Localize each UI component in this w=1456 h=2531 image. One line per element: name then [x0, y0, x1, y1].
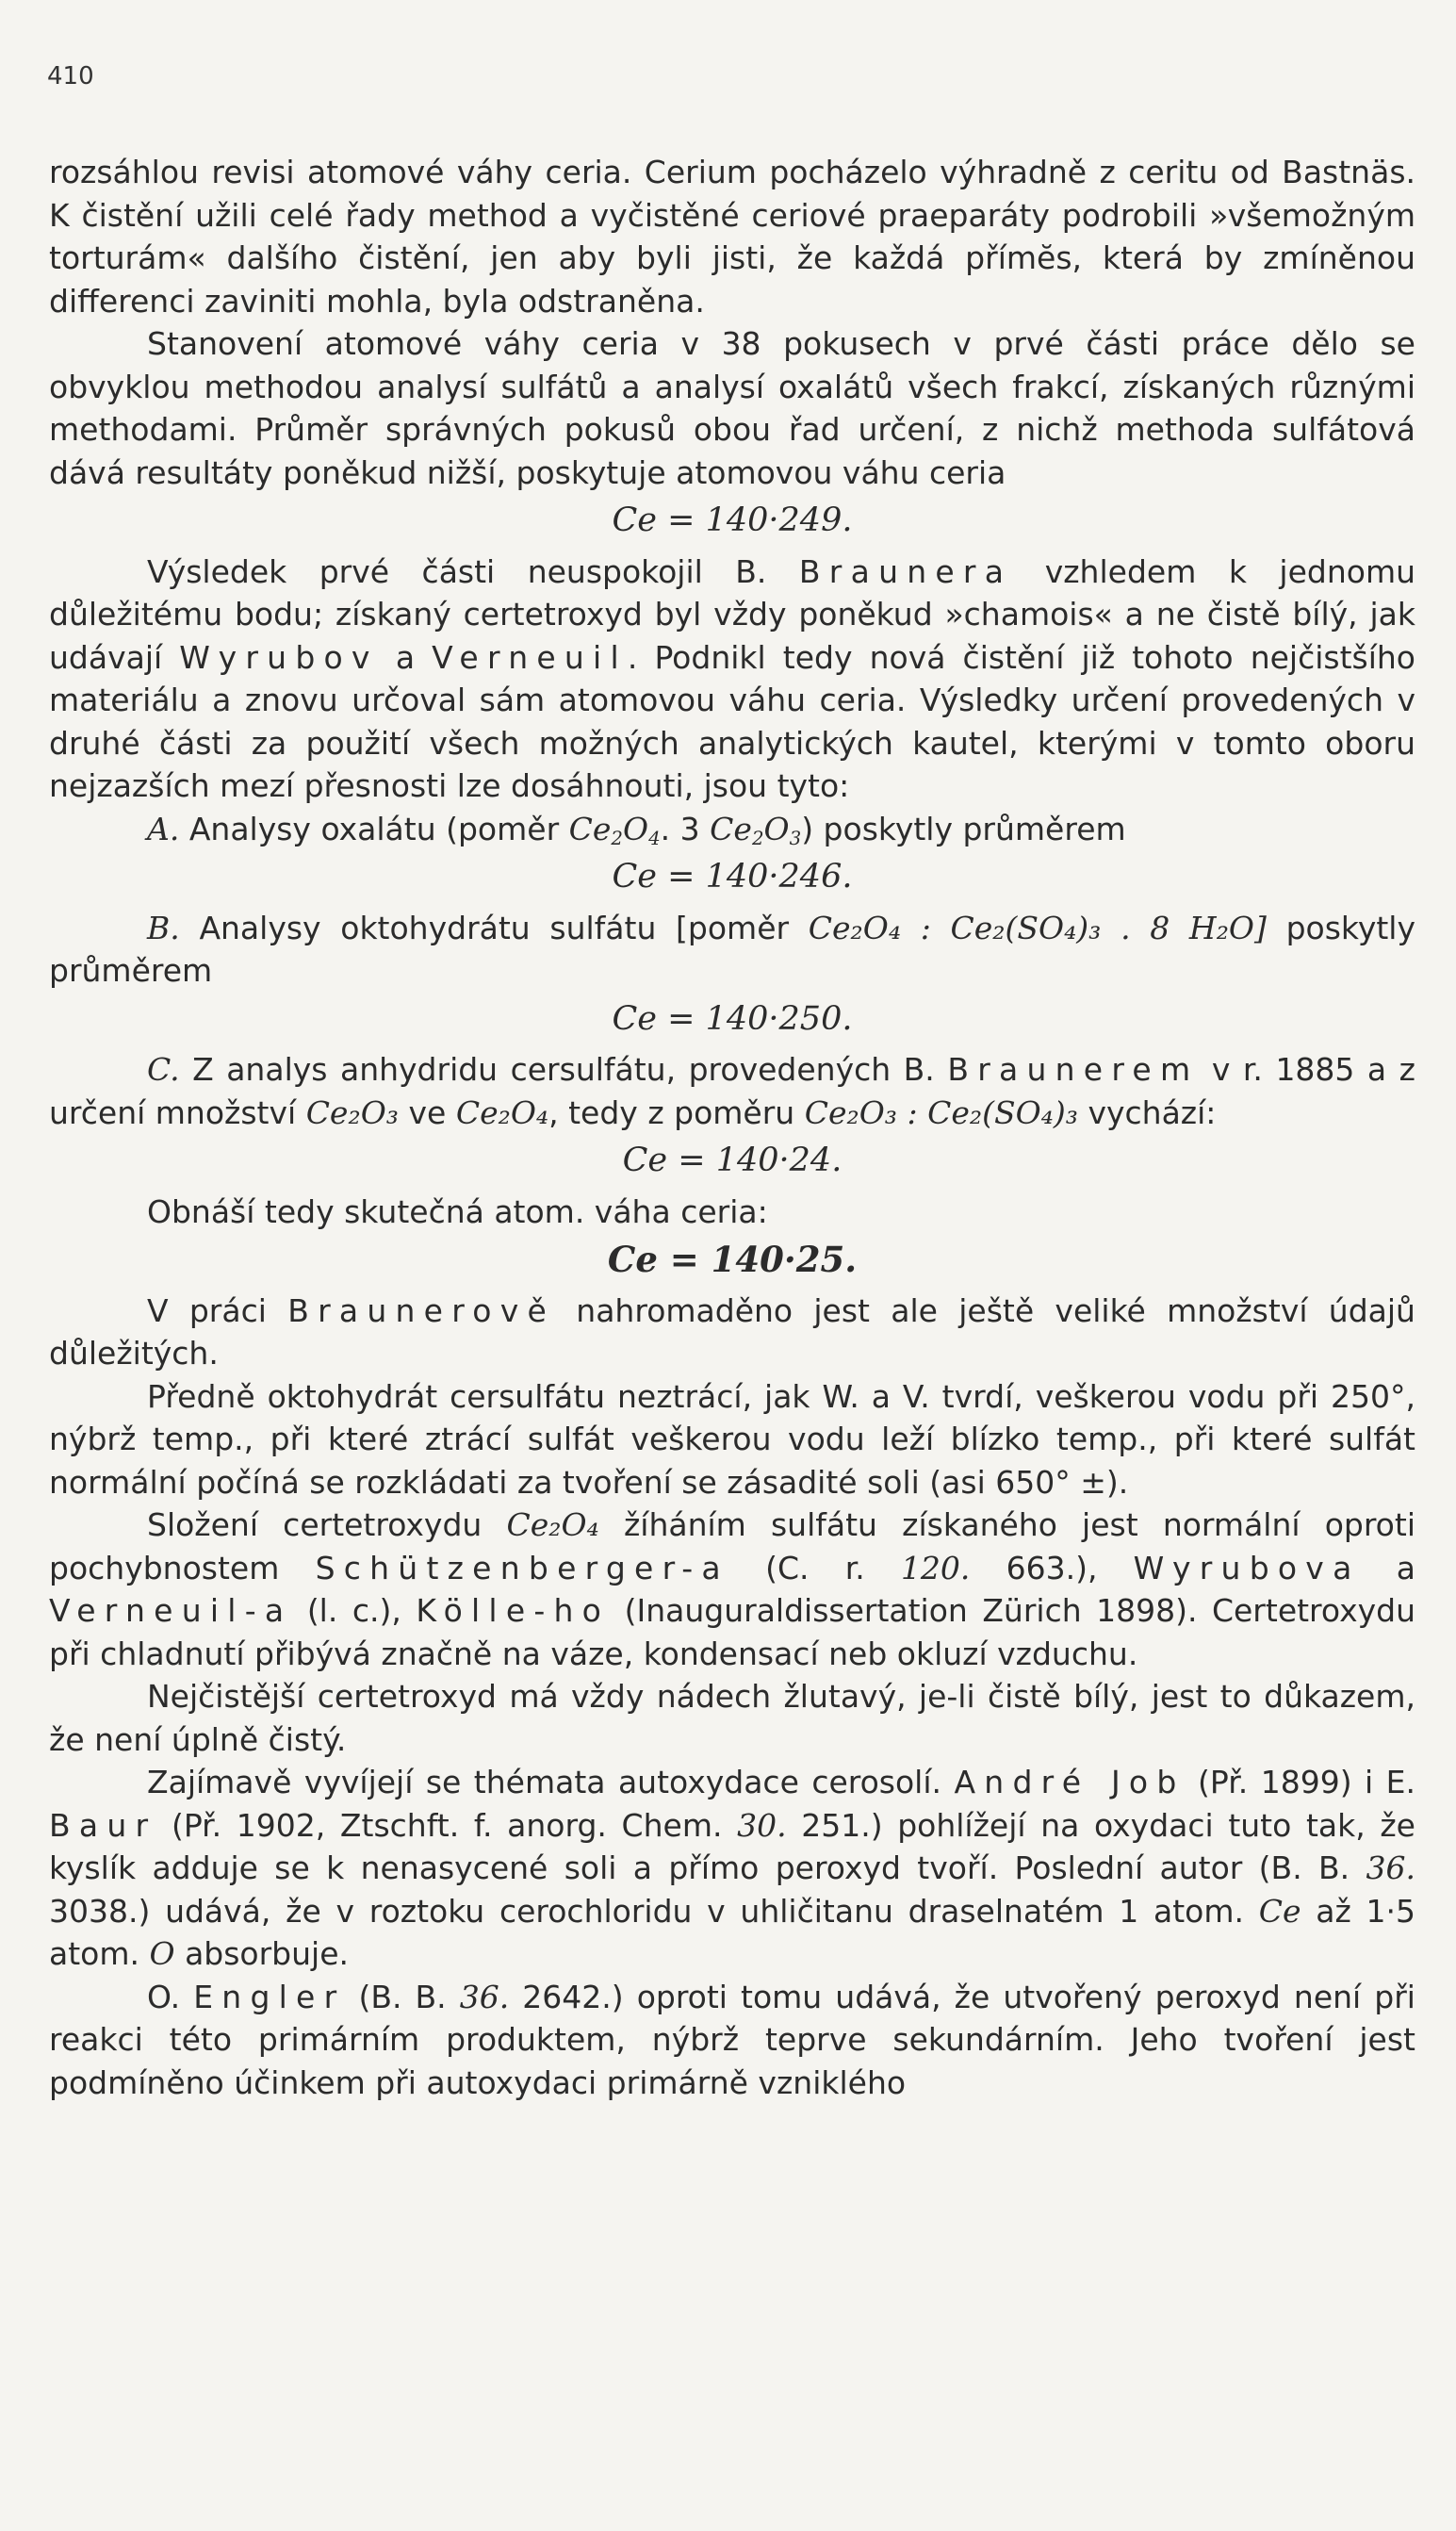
author-name: Verneuil [432, 638, 628, 676]
paragraph-7: Složení certetroxydu Ce₂O₄ žíháním sulfátu získaného jest normální oproti pochybnostem Schützenberger-a (C. r. 120. 663.), Wyrubova a Verneuil-a (l. c.), Kölle-ho (Inauguraldissertation Zürich 1898). Certetroxydu při chladnutí přibývá značně na váze, kondensací neb okluzí vzduchu. [49, 1506, 1415, 1672]
author-name: Wyrubova [1133, 1549, 1361, 1586]
formula: Ce₂O₃ : Ce₂(SO₄)₃ [804, 1093, 1078, 1131]
formula: O [149, 1935, 175, 1972]
formula: $Ce_2O_4$ [568, 810, 661, 849]
paragraph-4: Obnáší tedy skutečná atom. váha ceria: [147, 1192, 768, 1230]
volume-number: 30. [737, 1806, 787, 1844]
equation-4: Ce = 140·24. [622, 1142, 843, 1179]
author-name: Baur [49, 1806, 157, 1844]
volume-number: 120. [900, 1549, 971, 1586]
item-label: A. [147, 810, 180, 847]
author-name: Kölle-ho [416, 1592, 611, 1629]
equation-5: Ce = 140·25. [607, 1239, 858, 1280]
paragraph-5: V práci Braunerově nahromaděno jest ale ještě veliké množství údajů důležitých. [49, 1291, 1415, 1372]
item-c: C. Z analys anhydridu cersulfátu, provedených B. Braunerem v r. 1885 a z určení množství Ce₂O₃ ve Ce₂O₄, tedy z poměru Ce₂O₃ : Ce₂(SO₄)₃ vychází: [49, 1051, 1415, 1131]
paragraph-6: Předně oktohydrát cersulfátu neztrácí, jak W. a V. tvrdí, veškerou vodu při 250°, nýbrž temp., při které ztrácí sulfát veškerou vodu leží blízko temp., při které sulfát normální počíná se rozkládati za tvoření se zásadité soli (asi 650° ±). [49, 1377, 1415, 1501]
item-a: A. Analysy oxalátu (poměr $Ce_2O_4$. 3 $Ce_2O_3$) poskytly průměrem [147, 810, 1126, 849]
item-b: B. Analysy oktohydrátu sulfátu [poměr Ce₂O₄ : Ce₂(SO₄)₃ . 8 H₂O] poskytly průměrem [49, 909, 1415, 989]
formula: Ce₂O₄ [506, 1506, 599, 1543]
paragraph-9: Zajímavě vyvíjejí se thémata autoxydace cerosolí. André Job (Př. 1899) i E. Baur (Př. 1902, Ztschft. f. anorg. Chem. 30. 251.) pohlížejí na oxydaci tuto tak, že kyslík adduje se k nenasycené soli a přímo peroxyd tvoří. Poslední autor (B. B. 36. 3038.) udává, že v roztoku cerochloridu v uhličitanu draselnatém 1 atom. Ce až 1·5 atom. O absorbuje. [49, 1764, 1416, 1972]
equation-2: Ce = 140·246. [612, 858, 853, 896]
volume-number: 36. [459, 1978, 510, 2015]
paragraph-8: Nejčistější certetroxyd má vždy nádech žlutavý, je-li čistě bílý, jest to důkazem, že není úplně čistý. [49, 1678, 1415, 1758]
author-name: André Job [954, 1764, 1186, 1800]
page-number: 410 [47, 62, 94, 90]
item-label: C. [147, 1051, 180, 1088]
author-name: Verneuil-a [49, 1592, 293, 1629]
formula: $Ce_2O_3$ [710, 810, 802, 849]
formula: Ce₂O₄ [455, 1093, 549, 1131]
equation-3: Ce = 140·250. [612, 999, 853, 1038]
author-name: Braunerově [287, 1291, 556, 1329]
equation-1: Ce = 140·249. [612, 501, 853, 539]
author-name: Engler [193, 1978, 346, 2015]
item-label: B. [147, 909, 180, 946]
formula: Ce₂O₃ [305, 1093, 399, 1131]
paragraph-3: Výsledek prvé části neuspokojil B. Braunera vzhledem k jednomu důležitému bodu; získaný certetroxyd byl vždy poněkud »chamois« a ne čistě bílý, jak udávají Wyrubov a Verneuil. Podnikl tedy nová čistění již tohoto nejčistšího materiálu a znovu určoval sám atomovou váhu ceria. Výsledky určení provedených v druhé části za použití všech možných analytických kautel, kterými v tomto oboru nejzazších mezí přesnosti lze dosáhnouti, jsou tyto: [49, 552, 1416, 804]
volume-number: 36. [1366, 1849, 1415, 1886]
paragraph-10: O. Engler (B. B. 36. 2642.) oproti tomu udává, že utvořený peroxyd není při reakci této primárním produktem, nýbrž teprve sekundárním. Jeho tvoření jest podmíněno účinkem při autoxydaci primárně vzniklého [49, 1978, 1415, 2101]
paragraph-2: Stanovení atomové váhy ceria v 38 pokusech v prvé části práce dělo se obvyklou methodou analysí sulfátů a analysí oxalátů všech frakcí, získaných různými methodami. Průměr správných pokusů obou řad určení, z nichž methoda sulfátová dává resultáty poněkud nižší, poskytuje atomovou váhu ceria [49, 325, 1415, 491]
author-name: Wyrubov [179, 638, 379, 676]
author-name: Braunera [798, 552, 1013, 590]
formula: Ce [1258, 1892, 1301, 1930]
formula: Ce₂O₄ : Ce₂(SO₄)₃ . 8 H₂O] [808, 909, 1267, 946]
author-name: Schützenberger-a [315, 1549, 729, 1586]
text-body [49, 151, 1415, 2104]
paragraph-1: rozsáhlou revisi atomové váhy ceria. Cerium pocházelo výhradně z ceritu od Bastnäs. K čistění užili celé řady method a vyčistěné ceriové praeparáty podrobili »všemožným torturám« dalšího čistění, jen aby byli jisti, že každá přímĕs, která by zmíněnou differenci zaviniti mohla, byla odstraněna. [49, 154, 1415, 320]
author-name: Braunerem [947, 1051, 1200, 1088]
